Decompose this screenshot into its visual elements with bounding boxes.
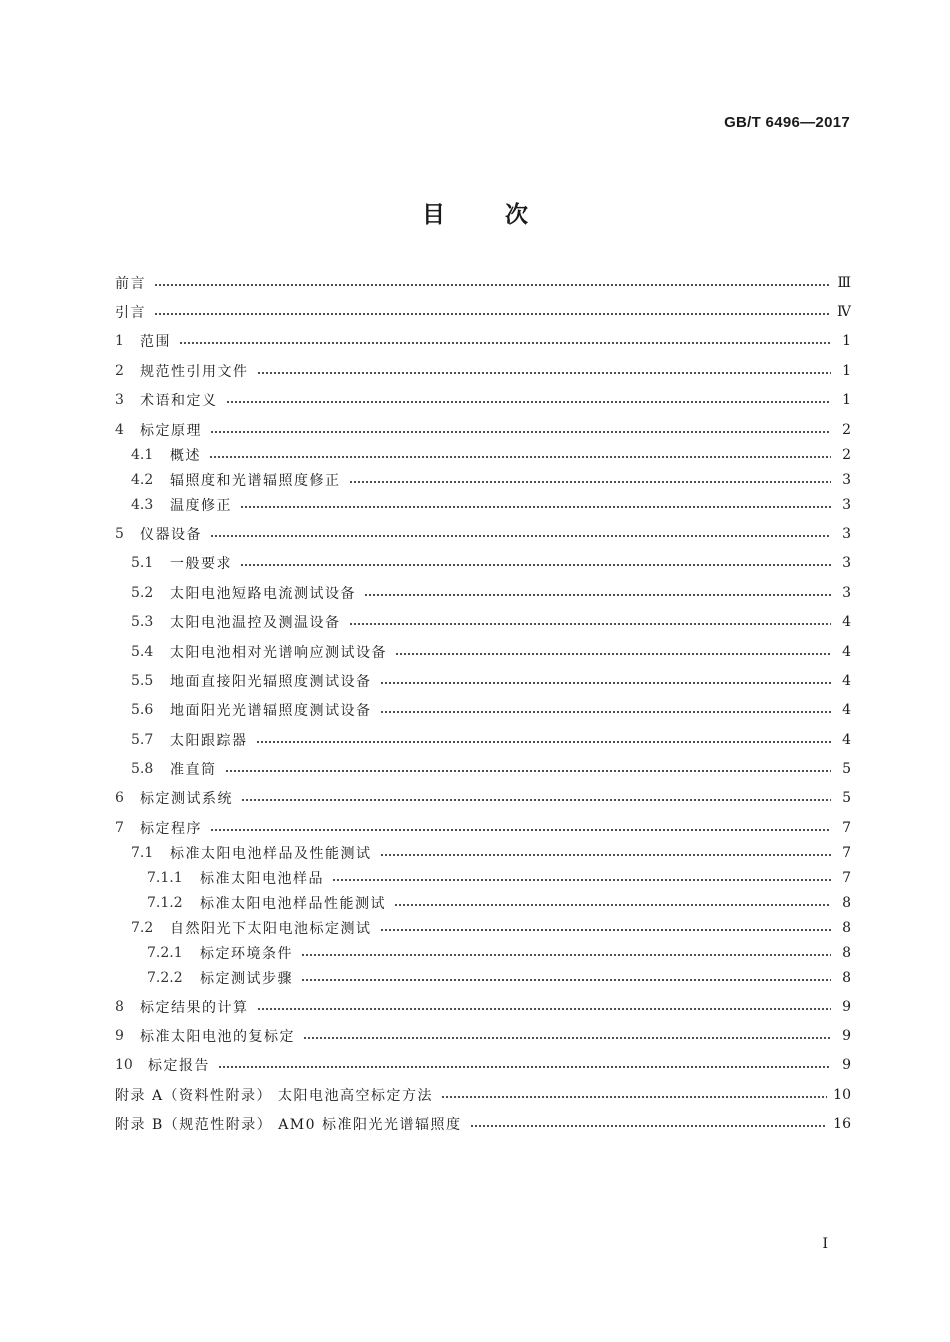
toc-number: 1 xyxy=(115,333,124,349)
toc-leader xyxy=(301,946,831,960)
toc-label: 地面阳光光谱辐照度测试设备 xyxy=(170,703,372,719)
toc-leader xyxy=(332,871,831,885)
toc-number: 5.2 xyxy=(131,585,154,601)
toc-number: 5.4 xyxy=(131,644,154,660)
toc-page: 16 xyxy=(833,1116,851,1132)
toc-number: 8 xyxy=(115,999,124,1015)
toc-leader xyxy=(210,821,831,835)
toc-page: 3 xyxy=(842,526,851,542)
toc-page: 5 xyxy=(842,790,851,806)
toc-entry-5-1[interactable] xyxy=(115,550,851,576)
toc-label: 标定结果的计算 xyxy=(140,1000,249,1016)
toc-number: 9 xyxy=(115,1028,124,1044)
toc-page: 5 xyxy=(842,761,851,777)
toc-leader xyxy=(256,733,832,747)
toc-leader xyxy=(218,1058,831,1072)
toc-page: Ⅲ xyxy=(837,275,851,291)
toc-entry-4-2[interactable] xyxy=(115,467,851,493)
toc-leader xyxy=(257,364,832,378)
toc-page: 4 xyxy=(842,673,851,689)
toc-leader xyxy=(241,791,831,805)
toc-label: 仪器设备 xyxy=(140,527,202,543)
toc-page: 2 xyxy=(842,447,851,463)
toc-leader xyxy=(441,1088,827,1102)
toc-label: 自然阳光下太阳电池标定测试 xyxy=(170,921,372,937)
toc-number: 5.5 xyxy=(131,673,154,689)
toc-label: 太阳电池相对光谱响应测试设备 xyxy=(170,645,387,661)
toc-leader xyxy=(301,971,831,985)
toc-page: 4 xyxy=(842,702,851,718)
toc-page: 8 xyxy=(842,895,851,911)
toc-entry-4[interactable] xyxy=(115,417,851,443)
toc-number: 4 xyxy=(115,422,124,438)
toc-label: 标准太阳电池样品及性能测试 xyxy=(170,846,372,862)
toc-entry-5-6[interactable] xyxy=(115,697,851,723)
toc-page: 1 xyxy=(842,333,851,349)
toc-entry-5[interactable] xyxy=(115,521,851,547)
toc-number: 7.2.1 xyxy=(147,945,183,961)
toc-leader xyxy=(225,762,832,776)
toc-entry-4-1[interactable] xyxy=(115,442,851,468)
toc-leader xyxy=(380,921,832,935)
toc-label: 太阳跟踪器 xyxy=(170,733,248,749)
toc-entry-7-1-1[interactable] xyxy=(115,865,851,891)
toc-page: 8 xyxy=(842,945,851,961)
toc-page: 9 xyxy=(842,999,851,1015)
toc-entry-appendix-b[interactable] xyxy=(115,1111,851,1137)
toc-page: 8 xyxy=(842,920,851,936)
toc-label: 概述 xyxy=(170,448,201,464)
toc-label: 附录 B（规范性附录） AM0 标准阳光光谱辐照度 xyxy=(115,1117,462,1133)
toc-page: 7 xyxy=(842,820,851,836)
toc-entry-5-8[interactable] xyxy=(115,756,851,782)
toc-entry-4-3[interactable] xyxy=(115,492,851,518)
toc-page: 9 xyxy=(842,1028,851,1044)
toc-leader xyxy=(179,334,831,348)
toc-entry-5-2[interactable] xyxy=(115,580,851,606)
toc-page: Ⅳ xyxy=(837,304,851,320)
toc-entry-7-2[interactable] xyxy=(115,915,851,941)
toc-number: 4.1 xyxy=(131,447,154,463)
toc-leader xyxy=(395,645,831,659)
page-title: 目次 xyxy=(422,202,588,228)
toc-leader xyxy=(380,674,832,688)
toc-label: 规范性引用文件 xyxy=(140,364,249,380)
toc-label: 标定程序 xyxy=(140,821,202,837)
toc-leader xyxy=(240,556,831,570)
toc-label: 标定环境条件 xyxy=(200,946,293,962)
toc-entry-3[interactable] xyxy=(115,387,851,413)
toc-page: 3 xyxy=(842,585,851,601)
toc-leader xyxy=(257,1000,832,1014)
toc-entry-7-1-2[interactable] xyxy=(115,890,851,916)
toc-number: 5.7 xyxy=(131,732,154,748)
toc-number: 6 xyxy=(115,790,124,806)
toc-leader xyxy=(394,896,831,910)
toc-number: 5.8 xyxy=(131,761,154,777)
toc-leader xyxy=(349,473,832,487)
toc-entry-7-1[interactable] xyxy=(115,840,851,866)
toc-leader xyxy=(303,1029,831,1043)
toc-page: 7 xyxy=(842,870,851,886)
toc-leader xyxy=(226,393,832,407)
toc-page: 3 xyxy=(842,555,851,571)
toc-label: 标准太阳电池样品性能测试 xyxy=(200,896,386,912)
toc-entry-appendix-a[interactable] xyxy=(115,1082,851,1108)
toc-label: 标定报告 xyxy=(148,1058,210,1074)
toc-leader xyxy=(210,423,831,437)
toc-page: 7 xyxy=(842,845,851,861)
toc-label: 标准太阳电池的复标定 xyxy=(140,1029,295,1045)
toc-leader xyxy=(470,1117,828,1131)
toc-number: 7.2 xyxy=(131,920,154,936)
page-number: Ⅰ xyxy=(822,1236,828,1252)
toc-page: 2 xyxy=(842,422,851,438)
toc-entry-introduction[interactable] xyxy=(115,299,851,325)
toc-entry-5-3[interactable] xyxy=(115,609,851,635)
toc-leader xyxy=(380,846,832,860)
toc-label: 太阳电池温控及测温设备 xyxy=(170,615,341,631)
toc-page: 1 xyxy=(842,363,851,379)
toc-label: 引言 xyxy=(115,305,146,321)
toc-page: 3 xyxy=(842,497,851,513)
toc-label: 辐照度和光谱辐照度修正 xyxy=(170,473,341,489)
toc-page: 8 xyxy=(842,970,851,986)
toc-entry-10[interactable] xyxy=(115,1052,851,1078)
toc-leader xyxy=(209,448,831,462)
toc-entry-7-2-2[interactable] xyxy=(115,965,851,991)
toc-leader xyxy=(240,498,831,512)
toc-label: 标定测试步骤 xyxy=(200,971,293,987)
toc-page: 1 xyxy=(842,392,851,408)
toc-entry-6[interactable] xyxy=(115,785,851,811)
toc-leader xyxy=(364,586,831,600)
toc-entry-7[interactable] xyxy=(115,815,851,841)
toc-label: 范围 xyxy=(140,334,171,350)
toc-entry-7-2-1[interactable] xyxy=(115,940,851,966)
toc-entry-5-4[interactable] xyxy=(115,639,851,665)
toc-page: 4 xyxy=(842,644,851,660)
toc-label: 前言 xyxy=(115,276,146,292)
toc-number: 7.1.1 xyxy=(147,870,183,886)
toc-page: 3 xyxy=(842,472,851,488)
toc-entry-2[interactable] xyxy=(115,358,851,384)
toc-label: 太阳电池短路电流测试设备 xyxy=(170,586,356,602)
toc-number: 3 xyxy=(115,392,124,408)
toc-entry-5-7[interactable] xyxy=(115,727,851,753)
toc-label: 准直筒 xyxy=(170,762,217,778)
toc-number: 5.3 xyxy=(131,614,154,630)
toc-page: 10 xyxy=(833,1087,851,1103)
toc-entry-1[interactable] xyxy=(115,328,851,354)
toc-leader xyxy=(154,305,831,319)
toc-page: 4 xyxy=(842,614,851,630)
toc-number: 2 xyxy=(115,363,124,379)
toc-label: 术语和定义 xyxy=(140,393,218,409)
toc-label: 标定测试系统 xyxy=(140,791,233,807)
toc-label: 地面直接阳光辐照度测试设备 xyxy=(170,674,372,690)
toc-page: 9 xyxy=(842,1057,851,1073)
toc-leader xyxy=(210,527,831,541)
toc-number: 7.1.2 xyxy=(147,895,183,911)
toc-label: 温度修正 xyxy=(170,498,232,514)
toc-number: 7.1 xyxy=(131,845,154,861)
toc-number: 7.2.2 xyxy=(147,970,183,986)
toc-label: 标定原理 xyxy=(140,423,202,439)
toc-entry-5-5[interactable] xyxy=(115,668,851,694)
toc-leader xyxy=(154,276,831,290)
toc-number: 10 xyxy=(115,1057,133,1073)
toc-number: 5.6 xyxy=(131,702,154,718)
toc-label: 附录 A（资料性附录） 太阳电池高空标定方法 xyxy=(115,1088,434,1104)
toc-page: 4 xyxy=(842,732,851,748)
toc-label: 一般要求 xyxy=(170,556,232,572)
toc-entry-8[interactable] xyxy=(115,994,851,1020)
toc-leader xyxy=(349,615,832,629)
toc-leader xyxy=(380,703,832,717)
standard-number: GB/T 6496—2017 xyxy=(724,114,850,131)
toc-entry-foreword[interactable] xyxy=(115,270,851,296)
toc-entry-9[interactable] xyxy=(115,1023,851,1049)
toc-label: 标准太阳电池样品 xyxy=(200,871,324,887)
toc-number: 4.3 xyxy=(131,497,154,513)
toc-number: 4.2 xyxy=(131,472,154,488)
toc-number: 5 xyxy=(115,526,124,542)
toc-number: 5.1 xyxy=(131,555,154,571)
toc-number: 7 xyxy=(115,820,124,836)
